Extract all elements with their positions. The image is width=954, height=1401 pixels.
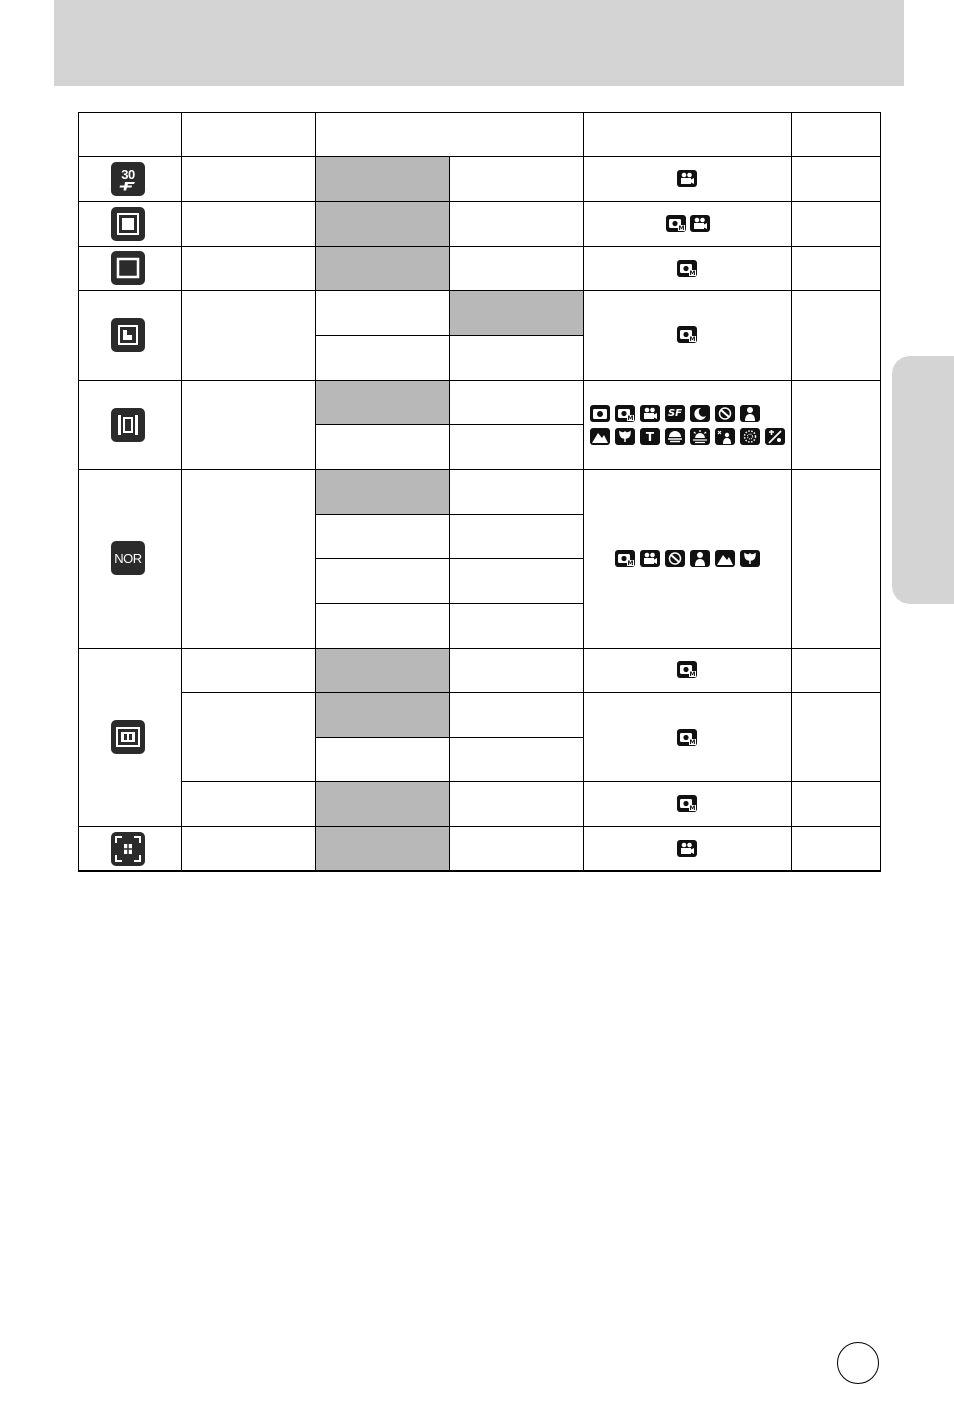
camera-manual-icon	[677, 729, 697, 746]
rule	[78, 246, 880, 247]
night-icon	[690, 405, 710, 422]
backlight-icon	[665, 550, 685, 567]
movie-icon	[677, 840, 697, 857]
fireworks-icon	[740, 428, 760, 445]
shaded-cell	[316, 649, 450, 692]
shaded-cell	[316, 470, 450, 514]
svg-text:M: M	[689, 805, 696, 812]
sf-label: SF	[667, 407, 683, 419]
shaded-cell	[316, 693, 450, 737]
size-large-icon	[111, 251, 145, 285]
text-icon	[640, 428, 660, 445]
icon-text: 30	[121, 166, 135, 182]
rule	[583, 112, 584, 872]
rule	[181, 692, 880, 693]
svg-text:M: M	[678, 225, 685, 232]
page-number-circle	[837, 1342, 879, 1384]
landscape-icon	[590, 428, 610, 445]
shaded-cell	[450, 291, 583, 335]
rule	[78, 826, 880, 827]
size-medium-icon	[111, 207, 145, 241]
shaded-cell	[316, 782, 450, 826]
svg-text:M: M	[689, 336, 696, 343]
backlight-icon	[715, 405, 735, 422]
landscape-icon	[715, 550, 735, 567]
movie-icon	[640, 405, 660, 422]
quality-normal-icon	[111, 541, 145, 575]
macro-icon	[615, 428, 635, 445]
rule	[78, 290, 880, 291]
svg-text:M: M	[689, 739, 696, 746]
rule	[78, 380, 880, 381]
beach-snow-icon	[765, 428, 785, 445]
shaded-cell	[316, 827, 450, 870]
svg-text:M: M	[689, 270, 696, 277]
svg-text:M: M	[689, 671, 696, 678]
sf-icon	[665, 405, 685, 422]
rule	[78, 870, 880, 872]
rule	[791, 112, 792, 872]
rule	[315, 112, 316, 872]
rule	[181, 112, 182, 872]
svg-text:M: M	[627, 560, 634, 567]
sunset-icon	[665, 428, 685, 445]
text-label: T	[645, 429, 655, 444]
svg-text:M: M	[627, 415, 634, 422]
wide-frame-icon	[111, 408, 145, 442]
portrait-icon	[740, 405, 760, 422]
dawn-icon	[690, 428, 710, 445]
icon-text: NOR	[114, 550, 142, 566]
camera-manual-icon	[677, 260, 697, 277]
rule	[78, 469, 880, 470]
shaded-cell	[316, 202, 450, 246]
movie-icon	[690, 215, 710, 232]
shaded-cell	[316, 247, 450, 290]
children-icon	[715, 428, 735, 445]
rule	[880, 112, 881, 872]
rule	[181, 781, 880, 782]
rule	[78, 112, 79, 872]
camera-manual-icon	[666, 215, 686, 232]
camera-manual-icon	[615, 405, 635, 422]
shaded-cell	[316, 157, 450, 201]
rule	[449, 156, 450, 872]
frame-rate-30-icon	[111, 162, 145, 196]
rule	[78, 648, 880, 649]
camera-manual-icon	[677, 326, 697, 343]
shaded-cell	[316, 381, 450, 424]
camera-manual-icon	[677, 661, 697, 678]
movie-icon	[677, 170, 697, 187]
camera-manual-icon	[677, 795, 697, 812]
rule	[78, 201, 880, 202]
macro-icon	[740, 550, 760, 567]
size-small-icon	[111, 318, 145, 352]
movie-icon	[640, 550, 660, 567]
camera-manual-icon	[615, 550, 635, 567]
portrait-icon	[690, 550, 710, 567]
display-mode-icon	[111, 720, 145, 754]
rule	[78, 112, 880, 113]
focus-area-icon	[111, 832, 145, 866]
rule	[78, 156, 880, 157]
camera-auto-icon	[590, 405, 610, 422]
